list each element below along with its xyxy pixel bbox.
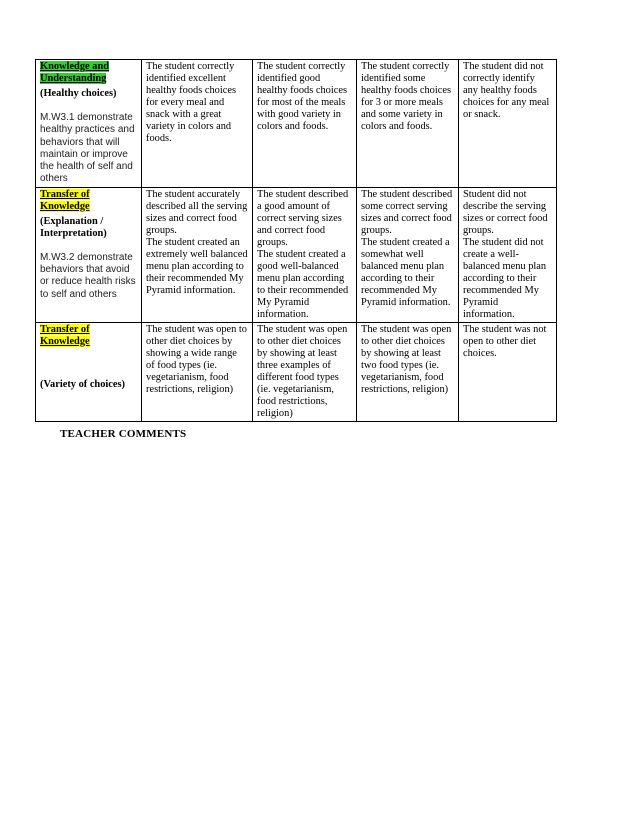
rubric-table xyxy=(35,59,557,422)
level-description: The student was open to other diet choices by showing at least two food types (ie. vegetarianism, food restrictions, religion) xyxy=(361,323,452,395)
level-cell xyxy=(253,322,357,421)
level-cell xyxy=(142,60,253,188)
level-description: The student correctly identified good healthy foods choices for most of the meals with good variety in colors and foods. xyxy=(257,61,348,132)
criterion-title: Transfer of xyxy=(40,323,90,335)
level-description: The student correctly identified some healthy foods choices for 3 or more meals and some variety in colors and foods. xyxy=(361,61,452,132)
rubric-row xyxy=(36,322,557,421)
level-description: The student did not correctly identify any healthy foods choices for any meal or snack. xyxy=(463,61,550,120)
criterion-subtitle: (Healthy choices) xyxy=(40,88,117,99)
level-description: The student accurately described all the serving sizes and correct food groups. The student created an extremely well balanced menu plan according to their recommended My Pyramid information. xyxy=(146,188,248,296)
teacher-comments-label: TEACHER COMMENTS xyxy=(60,428,187,440)
standard-text: M.W3.1 demonstrate healthy practices and behaviors that will maintain or improve the health of self and others xyxy=(40,112,135,185)
level-cell xyxy=(253,60,357,188)
level-description: The student was open to other diet choices by showing at least three examples of different food types (ie. vegetarianism, food restrictions, religion) xyxy=(257,323,348,419)
criterion-subtitle: (Variety of choices) xyxy=(40,378,126,390)
level-cell xyxy=(459,187,557,322)
level-cell xyxy=(459,322,557,421)
criterion-cell xyxy=(36,322,142,421)
level-cell xyxy=(142,322,253,421)
criterion-title: Knowledge xyxy=(40,200,90,212)
level-cell xyxy=(459,60,557,188)
level-description: The student described a good amount of correct serving sizes and correct food groups. The student created a good well-balanced menu plan according to their recommended My Pyramid information. xyxy=(257,188,349,320)
level-description: The student correctly identified excellent healthy foods choices for every meal and snack with a great variety in colors and foods. xyxy=(146,61,237,144)
standard-text: M.W3.2 demonstrate behaviors that avoid or reduce health risks to self and others xyxy=(40,251,136,300)
level-cell xyxy=(253,187,357,322)
criterion-title: Knowledge xyxy=(40,335,90,347)
level-cell xyxy=(357,187,459,322)
criterion-cell xyxy=(36,60,142,188)
level-cell xyxy=(142,187,253,322)
level-description: Student did not describe the serving sizes or correct food groups. The student did not create a well-balanced menu plan according to their recommended My Pyramid information. xyxy=(463,188,548,320)
level-description: The student was open to other diet choices by showing a wide range of food types (ie. vegetarianism, food restrictions, religion) xyxy=(146,323,247,395)
criterion-title: Transfer of xyxy=(40,188,90,200)
rubric-row xyxy=(36,187,557,322)
rubric-row xyxy=(36,60,557,188)
criterion-title: Knowledge and xyxy=(40,61,109,72)
level-cell xyxy=(357,322,459,421)
criterion-subtitle: (Explanation / Interpretation) xyxy=(40,215,107,239)
level-cell xyxy=(357,60,459,188)
criterion-title: Understanding xyxy=(40,73,107,84)
criterion-cell xyxy=(36,187,142,322)
level-description: The student described some correct serving sizes and correct food groups. The student created a somewhat well balanced menu plan according to their recommended My Pyramid information. xyxy=(361,188,453,308)
level-description: The student was not open to other diet choices. xyxy=(463,323,547,359)
